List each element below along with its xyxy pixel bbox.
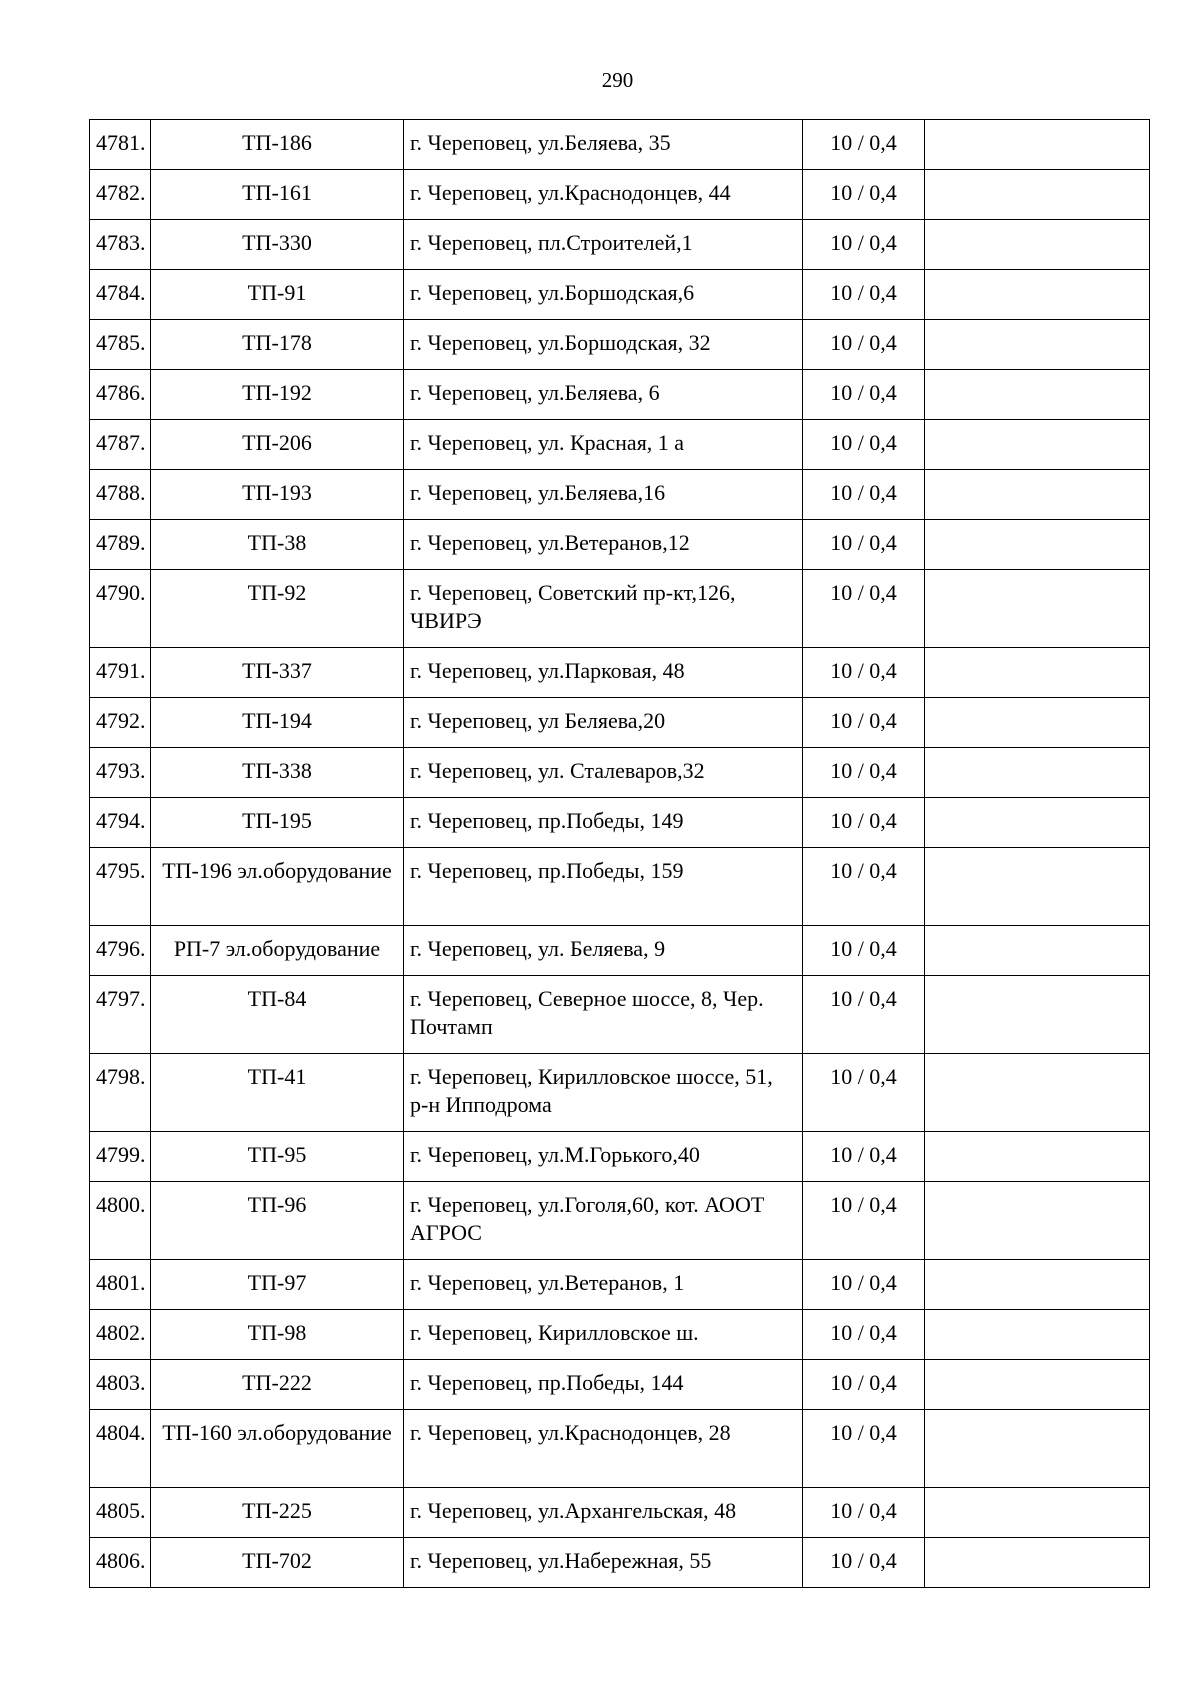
row-number-cell: 4786. xyxy=(90,370,151,420)
notes-cell xyxy=(925,848,1150,926)
voltage-cell: 10 / 0,4 xyxy=(803,420,925,470)
row-number-cell: 4799. xyxy=(90,1132,151,1182)
substation-name-cell: ТП-178 xyxy=(151,320,404,370)
substation-name-cell: ТП-225 xyxy=(151,1488,404,1538)
address-cell: г. Череповец, Северное шоссе, 8, Чер. Почтамп xyxy=(404,976,803,1054)
table-row xyxy=(90,1054,1150,1132)
voltage-cell: 10 / 0,4 xyxy=(803,1182,925,1260)
address-cell: г. Череповец, пл.Строителей,1 xyxy=(404,220,803,270)
table-row xyxy=(90,320,1150,370)
table-row xyxy=(90,698,1150,748)
substation-name-cell: ТП-186 xyxy=(151,120,404,170)
voltage-cell: 10 / 0,4 xyxy=(803,1410,925,1488)
table-row xyxy=(90,1182,1150,1260)
table-row xyxy=(90,470,1150,520)
table-row xyxy=(90,1310,1150,1360)
voltage-cell: 10 / 0,4 xyxy=(803,470,925,520)
row-number-cell: 4787. xyxy=(90,420,151,470)
table-row xyxy=(90,1538,1150,1588)
substation-name-cell: ТП-337 xyxy=(151,648,404,698)
address-cell: г. Череповец, ул. Беляева, 9 xyxy=(404,926,803,976)
address-cell: г. Череповец, пр.Победы, 149 xyxy=(404,798,803,848)
address-cell: г. Череповец, Кирилловское ш. xyxy=(404,1310,803,1360)
row-number-cell: 4791. xyxy=(90,648,151,698)
table-row xyxy=(90,798,1150,848)
substation-name-cell: ТП-192 xyxy=(151,370,404,420)
voltage-cell: 10 / 0,4 xyxy=(803,1260,925,1310)
row-number-cell: 4790. xyxy=(90,570,151,648)
address-cell: г. Череповец, ул.М.Горького,40 xyxy=(404,1132,803,1182)
notes-cell xyxy=(925,1488,1150,1538)
equipment-table xyxy=(89,119,1150,1588)
row-number-cell: 4783. xyxy=(90,220,151,270)
table-row xyxy=(90,648,1150,698)
voltage-cell: 10 / 0,4 xyxy=(803,320,925,370)
address-cell: г. Череповец, ул.Беляева,16 xyxy=(404,470,803,520)
substation-name-cell: ТП-91 xyxy=(151,270,404,320)
table-row xyxy=(90,1132,1150,1182)
substation-name-cell: ТП-193 xyxy=(151,470,404,520)
notes-cell xyxy=(925,1360,1150,1410)
row-number-cell: 4793. xyxy=(90,748,151,798)
address-cell: г. Череповец, Кирилловское шоссе, 51, р-н Ипподрома xyxy=(404,1054,803,1132)
row-number-cell: 4801. xyxy=(90,1260,151,1310)
substation-name-cell: ТП-206 xyxy=(151,420,404,470)
table-row xyxy=(90,170,1150,220)
voltage-cell: 10 / 0,4 xyxy=(803,976,925,1054)
address-cell: г. Череповец, ул Беляева,20 xyxy=(404,698,803,748)
table-row xyxy=(90,1260,1150,1310)
table-row xyxy=(90,270,1150,320)
voltage-cell: 10 / 0,4 xyxy=(803,748,925,798)
table-row xyxy=(90,220,1150,270)
voltage-cell: 10 / 0,4 xyxy=(803,370,925,420)
voltage-cell: 10 / 0,4 xyxy=(803,1054,925,1132)
notes-cell xyxy=(925,1132,1150,1182)
row-number-cell: 4794. xyxy=(90,798,151,848)
address-cell: г. Череповец, ул.Набережная, 55 xyxy=(404,1538,803,1588)
row-number-cell: 4805. xyxy=(90,1488,151,1538)
table-row xyxy=(90,1410,1150,1488)
address-cell: г. Череповец, Советский пр-кт,126, ЧВИРЭ xyxy=(404,570,803,648)
notes-cell xyxy=(925,1054,1150,1132)
substation-name-cell: ТП-338 xyxy=(151,748,404,798)
notes-cell xyxy=(925,926,1150,976)
substation-name-cell: ТП-95 xyxy=(151,1132,404,1182)
notes-cell xyxy=(925,570,1150,648)
address-cell: г. Череповец, ул.Ветеранов,12 xyxy=(404,520,803,570)
voltage-cell: 10 / 0,4 xyxy=(803,698,925,748)
voltage-cell: 10 / 0,4 xyxy=(803,1488,925,1538)
notes-cell xyxy=(925,470,1150,520)
row-number-cell: 4798. xyxy=(90,1054,151,1132)
table-row xyxy=(90,370,1150,420)
voltage-cell: 10 / 0,4 xyxy=(803,270,925,320)
notes-cell xyxy=(925,320,1150,370)
voltage-cell: 10 / 0,4 xyxy=(803,120,925,170)
voltage-cell: 10 / 0,4 xyxy=(803,798,925,848)
notes-cell xyxy=(925,370,1150,420)
address-cell: г. Череповец, ул. Сталеваров,32 xyxy=(404,748,803,798)
row-number-cell: 4802. xyxy=(90,1310,151,1360)
notes-cell xyxy=(925,798,1150,848)
notes-cell xyxy=(925,1260,1150,1310)
row-number-cell: 4797. xyxy=(90,976,151,1054)
table-row xyxy=(90,976,1150,1054)
substation-name-cell: ТП-194 xyxy=(151,698,404,748)
voltage-cell: 10 / 0,4 xyxy=(803,1132,925,1182)
address-cell: г. Череповец, ул.Боршодская,6 xyxy=(404,270,803,320)
voltage-cell: 10 / 0,4 xyxy=(803,520,925,570)
notes-cell xyxy=(925,648,1150,698)
address-cell: г. Череповец, ул.Беляева, 6 xyxy=(404,370,803,420)
address-cell: г. Череповец, пр.Победы, 144 xyxy=(404,1360,803,1410)
notes-cell xyxy=(925,520,1150,570)
address-cell: г. Череповец, пр.Победы, 159 xyxy=(404,848,803,926)
substation-name-cell: ТП-41 xyxy=(151,1054,404,1132)
notes-cell xyxy=(925,1538,1150,1588)
table-row xyxy=(90,1488,1150,1538)
voltage-cell: 10 / 0,4 xyxy=(803,570,925,648)
address-cell: г. Череповец, ул.Краснодонцев, 28 xyxy=(404,1410,803,1488)
notes-cell xyxy=(925,220,1150,270)
substation-name-cell: ТП-222 xyxy=(151,1360,404,1410)
notes-cell xyxy=(925,748,1150,798)
table-row xyxy=(90,570,1150,648)
voltage-cell: 10 / 0,4 xyxy=(803,848,925,926)
table-row xyxy=(90,848,1150,926)
address-cell: г. Череповец, ул.Краснодонцев, 44 xyxy=(404,170,803,220)
substation-name-cell: ТП-38 xyxy=(151,520,404,570)
substation-name-cell: РП-7 эл.оборудование xyxy=(151,926,404,976)
row-number-cell: 4806. xyxy=(90,1538,151,1588)
address-cell: г. Череповец, ул.Гоголя,60, кот. АООТ АГРОС xyxy=(404,1182,803,1260)
voltage-cell: 10 / 0,4 xyxy=(803,1310,925,1360)
voltage-cell: 10 / 0,4 xyxy=(803,170,925,220)
address-cell: г. Череповец, ул.Архангельская, 48 xyxy=(404,1488,803,1538)
row-number-cell: 4804. xyxy=(90,1410,151,1488)
notes-cell xyxy=(925,698,1150,748)
address-cell: г. Череповец, ул. Красная, 1 а xyxy=(404,420,803,470)
row-number-cell: 4803. xyxy=(90,1360,151,1410)
notes-cell xyxy=(925,420,1150,470)
notes-cell xyxy=(925,270,1150,320)
notes-cell xyxy=(925,170,1150,220)
substation-name-cell: ТП-195 xyxy=(151,798,404,848)
table-row xyxy=(90,520,1150,570)
row-number-cell: 4796. xyxy=(90,926,151,976)
voltage-cell: 10 / 0,4 xyxy=(803,1538,925,1588)
address-cell: г. Череповец, ул.Беляева, 35 xyxy=(404,120,803,170)
notes-cell xyxy=(925,976,1150,1054)
voltage-cell: 10 / 0,4 xyxy=(803,648,925,698)
row-number-cell: 4795. xyxy=(90,848,151,926)
row-number-cell: 4792. xyxy=(90,698,151,748)
table-body xyxy=(90,120,1150,1588)
table-row xyxy=(90,420,1150,470)
row-number-cell: 4785. xyxy=(90,320,151,370)
table-row xyxy=(90,926,1150,976)
row-number-cell: 4788. xyxy=(90,470,151,520)
address-cell: г. Череповец, ул.Боршодская, 32 xyxy=(404,320,803,370)
notes-cell xyxy=(925,120,1150,170)
notes-cell xyxy=(925,1310,1150,1360)
row-number-cell: 4781. xyxy=(90,120,151,170)
page-number: 290 xyxy=(601,68,634,92)
row-number-cell: 4789. xyxy=(90,520,151,570)
substation-name-cell: ТП-330 xyxy=(151,220,404,270)
substation-name-cell: ТП-96 xyxy=(151,1182,404,1260)
notes-cell xyxy=(925,1182,1150,1260)
substation-name-cell: ТП-92 xyxy=(151,570,404,648)
row-number-cell: 4782. xyxy=(90,170,151,220)
voltage-cell: 10 / 0,4 xyxy=(803,220,925,270)
substation-name-cell: ТП-160 эл.оборудование xyxy=(151,1410,404,1488)
row-number-cell: 4784. xyxy=(90,270,151,320)
substation-name-cell: ТП-196 эл.оборудование xyxy=(151,848,404,926)
table-row xyxy=(90,1360,1150,1410)
substation-name-cell: ТП-98 xyxy=(151,1310,404,1360)
table-row xyxy=(90,748,1150,798)
table-row xyxy=(90,120,1150,170)
substation-name-cell: ТП-97 xyxy=(151,1260,404,1310)
substation-name-cell: ТП-702 xyxy=(151,1538,404,1588)
substation-name-cell: ТП-84 xyxy=(151,976,404,1054)
address-cell: г. Череповец, ул.Ветеранов, 1 xyxy=(404,1260,803,1310)
row-number-cell: 4800. xyxy=(90,1182,151,1260)
address-cell: г. Череповец, ул.Парковая, 48 xyxy=(404,648,803,698)
substation-name-cell: ТП-161 xyxy=(151,170,404,220)
notes-cell xyxy=(925,1410,1150,1488)
voltage-cell: 10 / 0,4 xyxy=(803,926,925,976)
voltage-cell: 10 / 0,4 xyxy=(803,1360,925,1410)
